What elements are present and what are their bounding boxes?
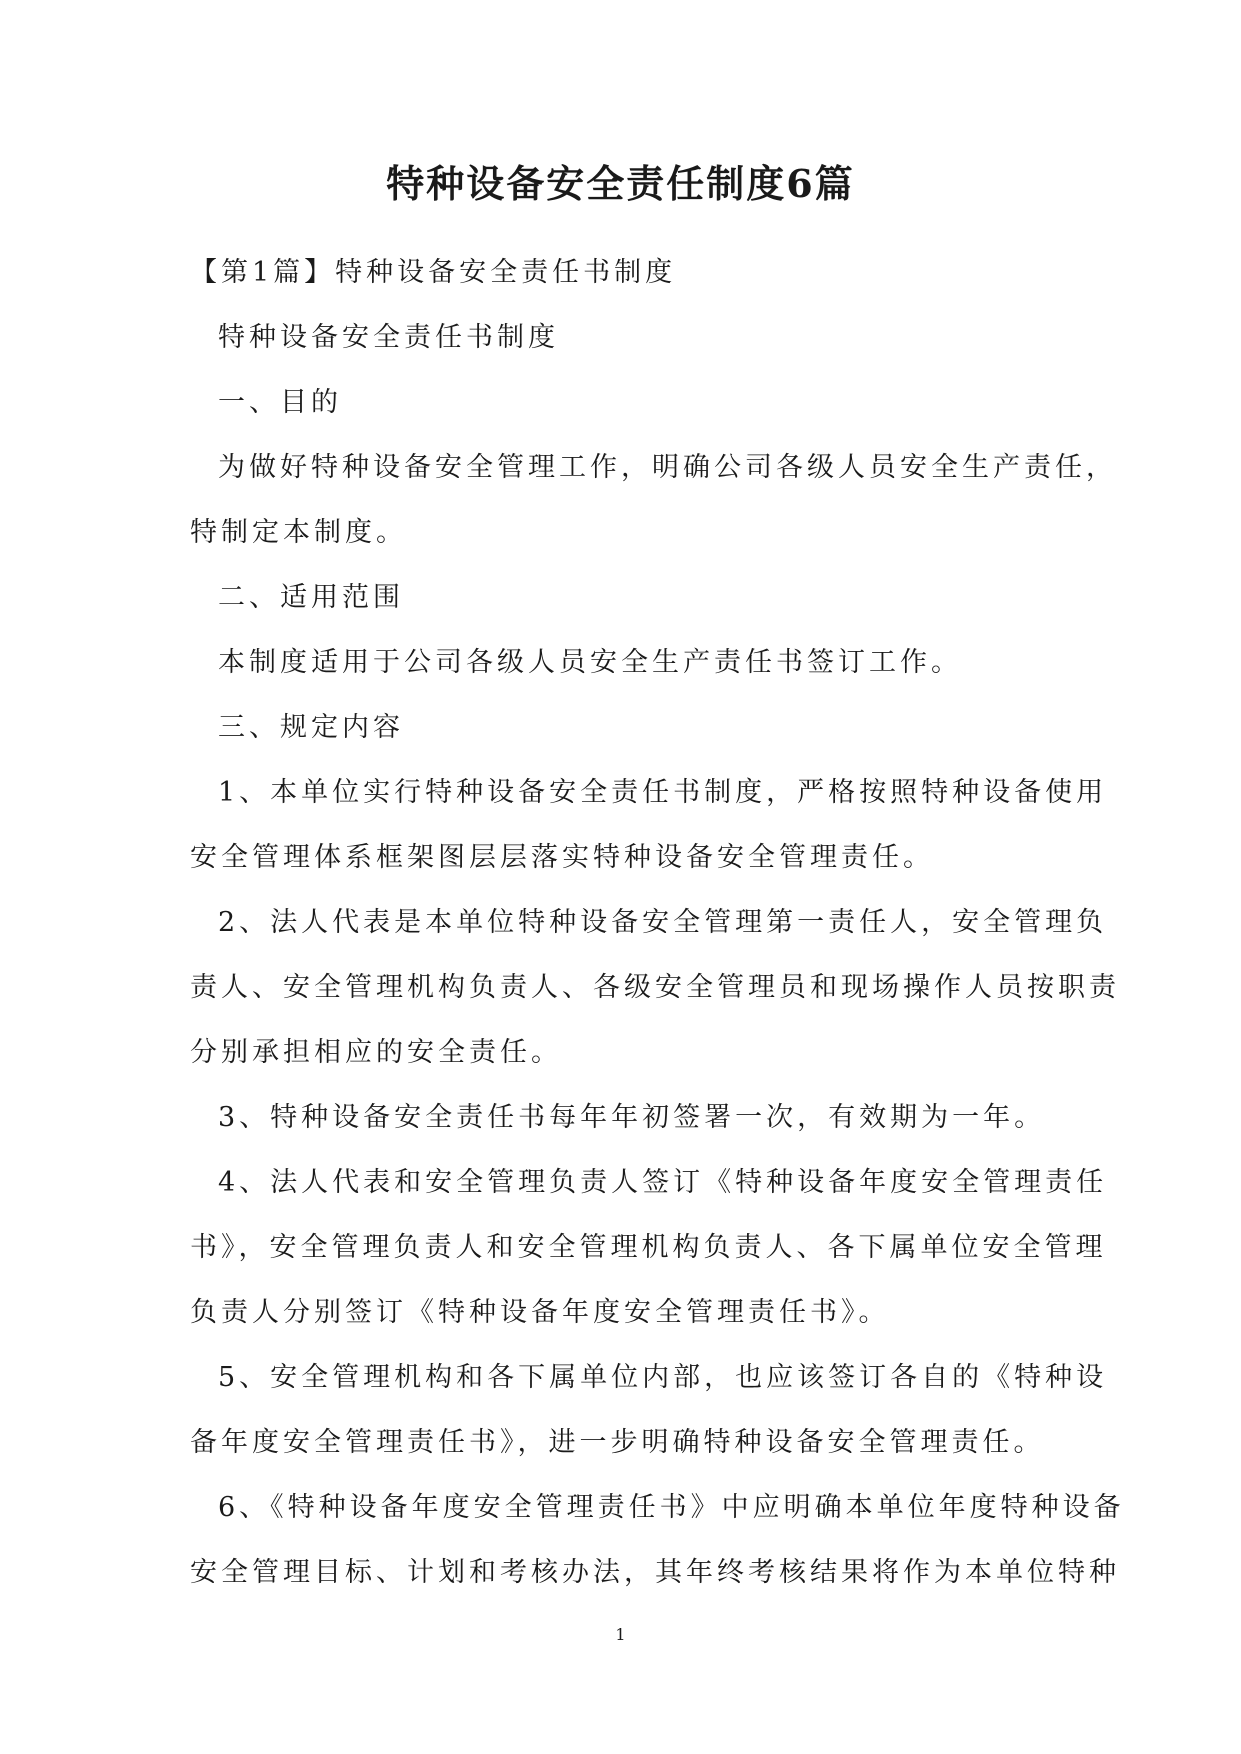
- paragraph-line: 4、法人代表和安全管理负责人签订《特种设备年度安全管理责任: [218, 1167, 1108, 1198]
- section-heading: 【第1篇】特种设备安全责任书制度: [190, 257, 677, 288]
- paragraph-line: 书》，安全管理负责人和安全管理机构负责人、各下属单位安全管理: [190, 1232, 1107, 1263]
- paragraph-line: 3、特种设备安全责任书每年年初签署一次，有效期为一年。: [218, 1102, 1046, 1133]
- paragraph-line: 一、目的: [218, 387, 342, 418]
- paragraph-line: 特制定本制度。: [190, 517, 407, 548]
- document-title: 特种设备安全责任制度6篇: [386, 161, 855, 206]
- paragraph-line: 负责人分别签订《特种设备年度安全管理责任书》。: [190, 1297, 890, 1328]
- paragraph-line: 分别承担相应的安全责任。: [190, 1037, 562, 1068]
- paragraph-line: 5、安全管理机构和各下属单位内部，也应该签订各自的《特种设: [218, 1362, 1108, 1393]
- paragraph-line: 安全管理目标、计划和考核办法，其年终考核结果将作为本单位特种: [190, 1557, 1120, 1588]
- paragraph-line: 本制度适用于公司各级人员安全生产责任书签订工作。: [218, 647, 962, 678]
- paragraph-line: 备年度安全管理责任书》，进一步明确特种设备安全管理责任。: [190, 1427, 1045, 1458]
- paragraph-line: 1、本单位实行特种设备安全责任书制度，严格按照特种设备使用: [218, 777, 1108, 808]
- paragraph-line: 责人、安全管理机构负责人、各级安全管理员和现场操作人员按职责: [190, 972, 1120, 1003]
- paragraph-line: 特种设备安全责任书制度: [218, 322, 559, 353]
- paragraph-line: 为做好特种设备安全管理工作，明确公司各级人员安全生产责任，: [218, 452, 1117, 483]
- document-body: [190, 240, 1125, 1605]
- paragraph-line: 2、法人代表是本单位特种设备安全管理第一责任人，安全管理负: [218, 907, 1108, 938]
- paragraph-line: 安全管理体系框架图层层落实特种设备安全管理责任。: [190, 842, 934, 873]
- page-number: 1: [615, 1625, 626, 1644]
- paragraph-line: 三、规定内容: [218, 712, 404, 743]
- paragraph-line: 6、《特种设备年度安全管理责任书》中应明确本单位年度特种设备: [218, 1492, 1125, 1523]
- paragraph-line: 二、适用范围: [218, 582, 404, 613]
